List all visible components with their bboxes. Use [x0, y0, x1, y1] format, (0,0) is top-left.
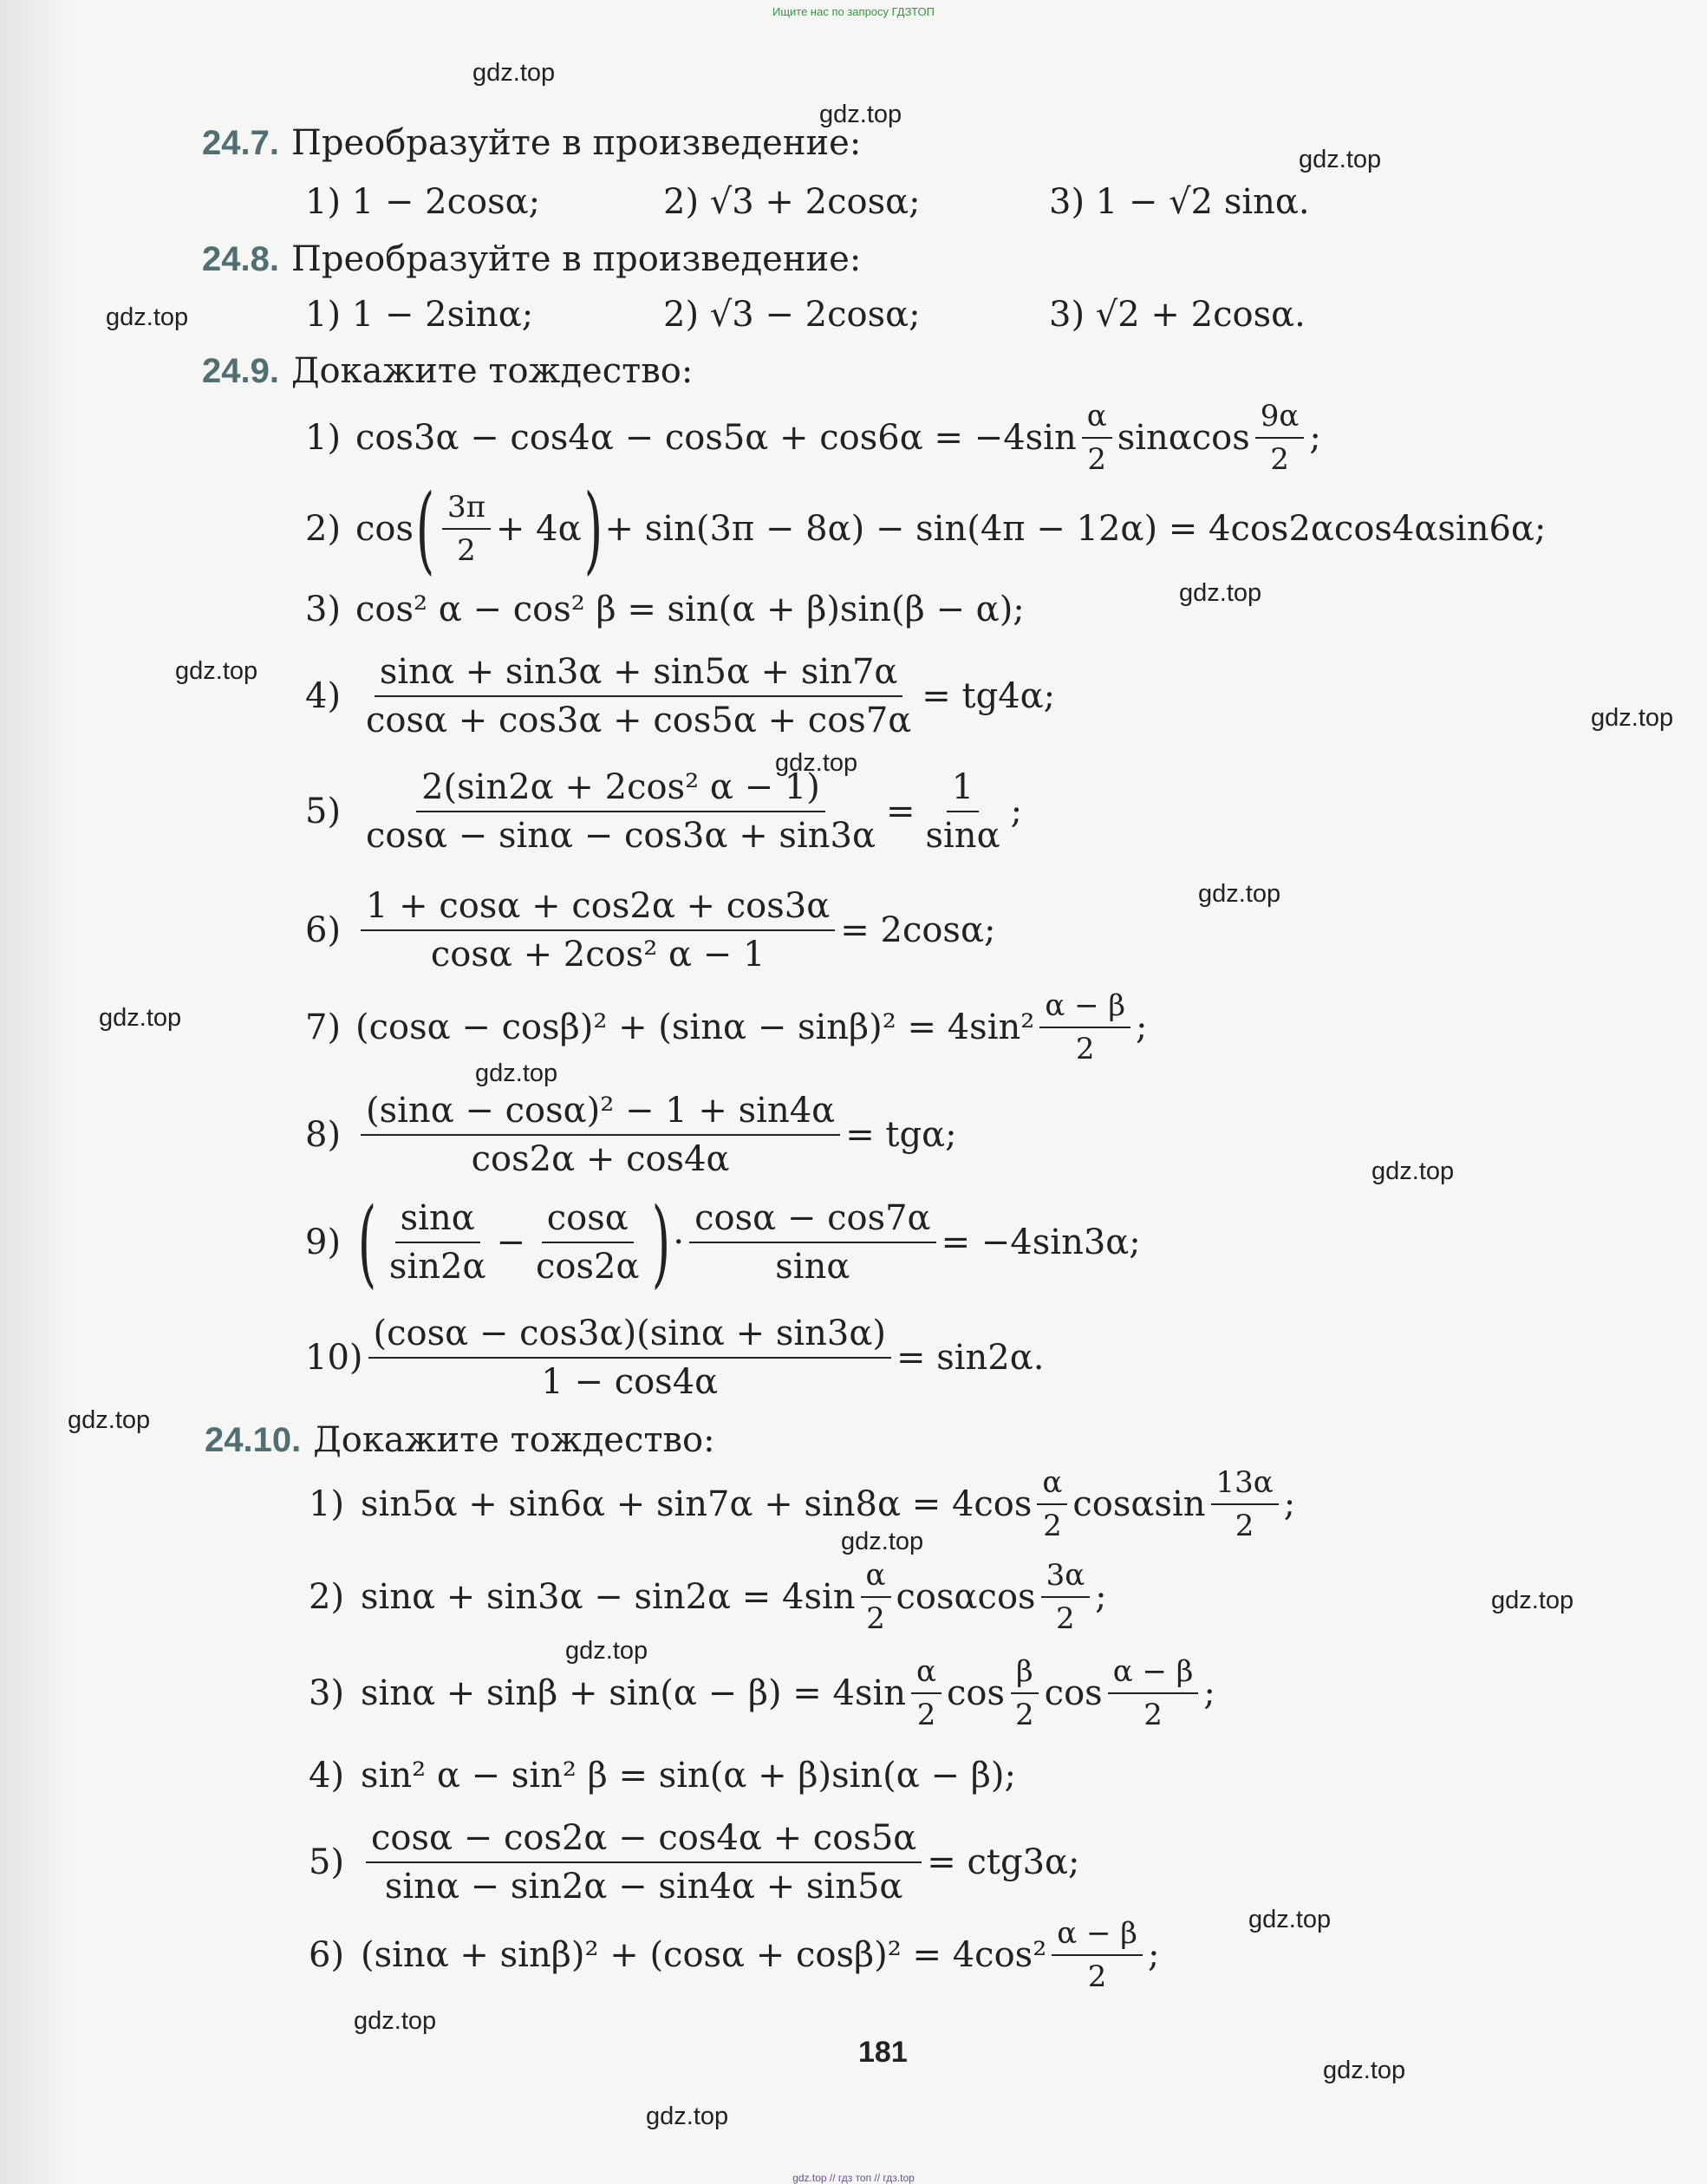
numerator: 3π [442, 490, 491, 530]
fraction [1010, 1654, 1039, 1732]
expr: cos [355, 509, 414, 549]
problem-heading [202, 239, 861, 279]
denominator: sinα − sin2α − sin4α + sin5α [384, 1867, 903, 1907]
identity-row [309, 1654, 1215, 1732]
numerator: β [1011, 1654, 1039, 1694]
problem-heading [205, 1420, 715, 1460]
identity-row [305, 886, 995, 975]
numerator: cosα − cos2α − cos4α + cos5α [366, 1818, 922, 1863]
identity-row [305, 652, 1055, 740]
numerator: 1 + cosα + cos2α + cos3α [361, 886, 835, 931]
fraction [1037, 1465, 1067, 1543]
expr: sinα + sin3α − sin2α = 4sin [361, 1577, 856, 1617]
denominator: 2 [1043, 1509, 1062, 1543]
numerator: 3α [1041, 1558, 1091, 1598]
identity-row [305, 988, 1148, 1066]
numerator: sinα [395, 1198, 480, 1243]
problem-item: 2) √3 + 2cosα; [663, 182, 921, 222]
item-label: 4) [305, 676, 342, 716]
denominator: 2 [1270, 442, 1289, 477]
watermark: gdz.top [819, 101, 902, 128]
expr: ; [1136, 1007, 1148, 1047]
expr: (sinα + sinβ)² + (cosα + cosβ)² = 4cos² [361, 1935, 1047, 1975]
right-paren: ) [652, 1187, 671, 1298]
item-label: 5) [305, 792, 342, 831]
fraction [920, 767, 1005, 856]
identity-row [305, 1314, 1044, 1402]
watermark: gdz.top [1198, 880, 1281, 908]
problem-number: 24.10. [205, 1421, 302, 1459]
numerator: sinα + sin3α + sin5α + sin7α [375, 652, 903, 697]
watermark: gdz.top [175, 657, 258, 685]
denominator: 2 [1143, 1698, 1163, 1732]
watermark: gdz.top [565, 1637, 648, 1665]
denominator: cosα + 2cos² α − 1 [430, 935, 766, 975]
denominator: cos2α [535, 1247, 640, 1287]
expr: sinα + sinβ + sin(α − β) = 4sin [361, 1673, 907, 1713]
page-number: 181 [858, 2036, 908, 2069]
numerator: α [911, 1654, 941, 1694]
expr: = −4sin3α; [941, 1222, 1141, 1262]
numerator: α [1082, 399, 1112, 439]
problem-title: Докажите тождество: [313, 1420, 715, 1460]
item-label: 5) [309, 1842, 345, 1882]
numerator: α [1037, 1465, 1067, 1505]
denominator: 2 [1087, 1959, 1107, 1994]
denominator: sin2α [388, 1247, 486, 1287]
identity-row [309, 1756, 1016, 1796]
expr: − [496, 1222, 525, 1262]
problem-item: 3) √2 + 2cosα. [1049, 295, 1306, 335]
denominator: 2 [1235, 1509, 1254, 1543]
identity-row [309, 1558, 1107, 1636]
item-label: 3) [305, 590, 342, 629]
item-label: 10) [305, 1338, 363, 1378]
watermark: gdz.top [68, 1406, 151, 1434]
denominator: 2 [866, 1601, 885, 1636]
numerator: α − β [1108, 1654, 1199, 1694]
fraction [1052, 1916, 1143, 1994]
denominator: cos2α + cos4α [471, 1139, 730, 1179]
item-label: 9) [305, 1222, 342, 1262]
identity-row [309, 1916, 1159, 1994]
expr: (cosα − cosβ)² + (sinα − sinβ)² = 4sin² [355, 1007, 1035, 1047]
watermark: gdz.top [775, 749, 858, 777]
expr: = [885, 792, 915, 831]
item-label: 3) [309, 1673, 345, 1713]
problem-number: 24.8. [202, 240, 279, 278]
expr: ; [1309, 418, 1321, 458]
numerator: 1 [947, 767, 979, 812]
fraction [368, 1314, 891, 1402]
problem-item: 1) 1 − 2sinα; [305, 295, 534, 335]
expr: ; [1010, 792, 1023, 831]
expr: = tg4α; [922, 676, 1056, 716]
identity-row [305, 1091, 957, 1179]
expr: sinαcos [1117, 418, 1250, 458]
watermark: gdz.top [1371, 1157, 1455, 1185]
expr: = 2cosα; [840, 910, 996, 950]
fraction [1039, 988, 1130, 1066]
identity-row [305, 473, 1547, 584]
fraction [361, 886, 835, 975]
numerator: 2(sin2α + 2cos² α − 1) [416, 767, 825, 812]
denominator: sinα [775, 1247, 850, 1287]
expr: cosαsin [1072, 1484, 1206, 1524]
expr: = sin2α. [896, 1338, 1045, 1378]
expr: cos3α − cos4α − cos5α + cos6α = −4sin [355, 418, 1077, 458]
fraction [366, 1818, 922, 1907]
left-paren: ( [415, 473, 435, 584]
watermark: gdz.top [1248, 1906, 1332, 1933]
fraction [861, 1558, 891, 1636]
numerator: (sinα − cosα)² − 1 + sin4α [361, 1091, 840, 1136]
problem-number: 24.7. [202, 124, 279, 162]
numerator: 9α [1255, 399, 1305, 439]
denominator: 2 [916, 1698, 936, 1732]
watermark: gdz.top [1179, 579, 1262, 607]
identity-row [305, 590, 1025, 629]
expr: = tgα; [845, 1115, 957, 1155]
item-label: 1) [305, 418, 342, 458]
problem-item: 3) 1 − √2 sinα. [1049, 182, 1310, 222]
item-label: 6) [305, 910, 342, 950]
watermark: gdz.top [472, 59, 556, 87]
fraction [1108, 1654, 1199, 1732]
left-paren: ( [357, 1187, 377, 1298]
item-label: 1) [309, 1484, 345, 1524]
fraction [361, 767, 881, 856]
watermark: gdz.top [354, 2007, 437, 2035]
expr: cos [947, 1673, 1006, 1713]
item-label: 8) [305, 1115, 342, 1155]
watermark: gdz.top [646, 2103, 729, 2130]
numerator: 13α [1211, 1465, 1279, 1505]
top-banner: Ищите нас по запросу ГДЗТОП [772, 5, 935, 18]
watermark: gdz.top [1323, 2057, 1406, 2084]
problem-number: 24.9. [202, 352, 279, 390]
watermark: gdz.top [475, 1059, 558, 1087]
right-paren: ) [583, 473, 603, 584]
expr: sin5α + sin6α + sin7α + sin8α = 4cos [361, 1484, 1033, 1524]
problem-item: 2) √3 − 2cosα; [663, 295, 921, 335]
numerator: α − β [1039, 988, 1130, 1028]
numerator: α − β [1052, 1916, 1143, 1956]
expr: cos [1044, 1673, 1103, 1713]
expr: ; [1095, 1577, 1107, 1617]
numerator: α [861, 1558, 891, 1598]
item-label: 7) [305, 1007, 342, 1047]
watermark: gdz.top [1591, 704, 1674, 732]
item-label: 6) [309, 1935, 345, 1975]
expr: ; [1147, 1935, 1160, 1975]
expr: + sin(3π − 8α) − sin(4π − 12α) = 4cos2αcos4αsin6α; [604, 509, 1547, 549]
expr: ; [1283, 1484, 1296, 1524]
expr: + 4α [495, 509, 582, 549]
numerator: cosα − cos7α [689, 1198, 935, 1243]
fraction [1255, 399, 1305, 477]
expr: cosαcos [896, 1577, 1036, 1617]
denominator: 2 [457, 533, 476, 568]
fraction [384, 1198, 492, 1287]
expr: sin² α − sin² β = sin(α + β)sin(α − β); [361, 1756, 1016, 1796]
identity-row [305, 767, 1022, 856]
numerator: cosα [542, 1198, 634, 1243]
denominator: sinα [925, 816, 1000, 856]
watermark: gdz.top [99, 1004, 182, 1032]
fraction [361, 1091, 840, 1179]
problem-title: Докажите тождество: [290, 351, 694, 391]
item-label: 2) [305, 509, 342, 549]
problem-heading [202, 123, 861, 163]
denominator: 2 [1087, 442, 1107, 477]
expr: cos² α − cos² β = sin(α + β)sin(β − α); [355, 590, 1025, 629]
watermark: gdz.top [841, 1528, 924, 1555]
identity-row [305, 1187, 1141, 1298]
expr: ; [1203, 1673, 1215, 1713]
fraction [531, 1198, 644, 1287]
fraction [689, 1198, 935, 1287]
fraction [911, 1654, 941, 1732]
identity-row [309, 1818, 1080, 1907]
fraction [442, 490, 491, 568]
numerator: (cosα − cos3α)(sinα + sin3α) [368, 1314, 891, 1359]
identity-row [309, 1465, 1295, 1543]
watermark: gdz.top [1491, 1587, 1574, 1614]
bottom-banner: gdz.top // гдз топ // гдз.top [792, 2172, 915, 2184]
fraction [1211, 1465, 1279, 1543]
problem-item: 1) 1 − 2cosα; [305, 182, 541, 222]
watermark: gdz.top [1299, 146, 1382, 173]
item-label: 4) [309, 1756, 345, 1796]
denominator: 2 [1015, 1698, 1034, 1732]
denominator: cosα − sinα − cos3α + sin3α [366, 816, 876, 856]
fraction [361, 652, 916, 740]
expr: · [673, 1222, 685, 1262]
item-label: 2) [309, 1577, 345, 1617]
watermark: gdz.top [106, 303, 189, 331]
denominator: 2 [1075, 1032, 1095, 1066]
problem-title: Преобразуйте в произведение: [290, 239, 862, 279]
fraction [1041, 1558, 1091, 1636]
page-binding-shadow [0, 0, 78, 2184]
denominator: 2 [1056, 1601, 1075, 1636]
problem-title: Преобразуйте в произведение: [290, 123, 862, 163]
problem-heading [202, 351, 693, 391]
fraction [1082, 399, 1112, 477]
expr: = ctg3α; [927, 1842, 1080, 1882]
denominator: cosα + cos3α + cos5α + cos7α [366, 701, 912, 740]
denominator: 1 − cos4α [541, 1362, 719, 1402]
identity-row [305, 399, 1321, 477]
